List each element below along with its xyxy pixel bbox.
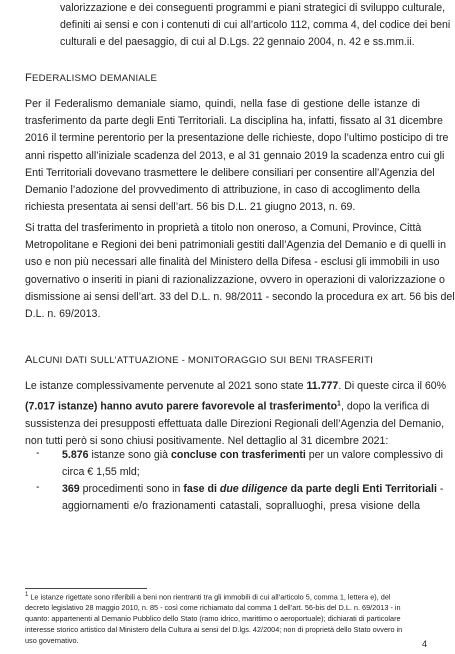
list-item — [62, 481, 444, 515]
footnote-line: decreto legislativo 28 maggio 2010, n. 85 - così come richiamato dal comma 1 dell’art. 56-bis del D.L. n. 69/2013 - in — [25, 603, 401, 613]
text-line: dismissione ai sensi dell’art. 33 del D.L. n. 98/2011 - secondo la procedura ex art. 56 bis del — [25, 290, 455, 303]
text-line: culturali e del paesaggio, di cui al D.Lgs. 22 gennaio 2004, n. 42 e ss.mm.ii. — [60, 36, 415, 49]
text-line: Enti Territoriali dovevano trasmettere le delibere consiliari per consentire all’Agenzia del — [25, 166, 435, 179]
text-line: D.L. n. 69/2013. — [25, 308, 101, 321]
paragraph — [25, 378, 447, 450]
section-heading-dati-attuazione: ALCUNI DATI SULL’ATTUAZIONE - MONITORAGGIO SUI BENI TRASFERITI — [25, 354, 374, 366]
text-line: 369 procedimenti sono in fase di due diligence da parte degli Enti Territoriali - — [62, 483, 444, 495]
text-line: 2016 il termine perentorio per la presentazione delle richieste, dopo l’ultimo posticipo di tre — [25, 132, 449, 145]
page-number: 4 — [421, 639, 427, 649]
text-line: Le istanze complessivamente pervenute al 2021 sono state 11.777. Di queste circa il 60% — [25, 380, 447, 392]
list-item — [62, 447, 443, 481]
text-line: (7.017 istanze) hanno avuto parere favorevole al trasferimento$^1$, dopo la verifica di — [25, 400, 430, 413]
text-line: trasferimento da parte degli Enti Territoriali. La disciplina ha, infatti, fissato al 31 dicembre — [25, 115, 443, 128]
footnote-ref: 1 — [337, 400, 341, 408]
text-line: aggiornamenti e/o frazionamenti catastali, sopralluoghi, presa visione della — [62, 500, 420, 513]
text-line: Demanio l’adozione del provvedimento di attribuzione, in caso di accoglimento della — [25, 184, 420, 197]
footnote-line: uso governativo. — [25, 636, 79, 646]
text-line: anni rispetto all’iniziale scadenza del 2013, e al 31 gennaio 2019 la scadenza entro cui gli — [25, 149, 445, 162]
text-line: governativo o inseriti in piani di razionalizzazione, ovvero in operazioni di valorizzazione o — [25, 273, 445, 286]
text-line: definiti ai sensi e con i contenuti di cui all’articolo 112, comma 4, del codice dei beni — [60, 19, 451, 32]
footnote-line: quanto: appartenenti al Demanio Pubblico dello Stato (ramo idrico, marittimo o aeroportuale); dichiarati di particolare — [25, 614, 401, 624]
text-line: valorizzazione e dei conseguenti programmi e piani strategici di sviluppo culturale, — [60, 2, 446, 14]
text-line: 5.876 istanze sono già concluse con trasferimenti per un valore complessivo di — [62, 449, 443, 461]
bullet-dash: - — [36, 447, 40, 459]
footnote-line: $^1$ Le istanze rigettate sono riferibili a beni non rientranti tra gli immobili di cui all’articolo 5, comma 1, lettera e), del — [25, 592, 391, 602]
text-line: Metropolitane e Regioni dei beni patrimoniali gestiti dall’Agenzia del Demanio e di quelli in — [25, 239, 447, 252]
text-line: Si tratta del trasferimento in proprietà a titolo non oneroso, a Comuni, Province, Città — [25, 222, 422, 234]
text-line: richiesta presentata ai sensi dell’art. 56 bis D.L. 21 giugno 2013, n. 69. — [25, 201, 356, 214]
text-line: non tutti però si sono chiusi positivamente. Nel dettaglio al 31 dicembre 2021: — [25, 435, 389, 448]
footnote — [25, 590, 425, 646]
footnote-number: 1 — [25, 592, 29, 598]
paragraph — [25, 96, 449, 216]
text-line: sussistenza dei presupposti effettuata dalle Direzioni Regionali dell’Agenzia del Demanio, — [25, 417, 445, 430]
footnote-line: interesse storico artistico dal Ministero della Cultura ai sensi del D.lgs. 42/2004; non di proprietà dello Stato ovvero in — [25, 625, 403, 635]
text-line: circa € 1,55 mld; — [62, 466, 140, 479]
footnote-separator — [25, 588, 147, 589]
bullet-dash: - — [36, 481, 40, 493]
total-requests-value: 11.777 — [306, 380, 339, 392]
section-heading-federalismo: FEDERALISMO DEMANIALE — [25, 72, 158, 84]
text-line: Per il Federalismo demaniale siamo, quindi, nella fase di gestione delle istanze di — [25, 98, 420, 110]
text-line: uso e non più necessari alle finalità del Ministero della Difesa - esclusi gli immobili in uso — [25, 256, 440, 269]
intro-paragraph — [60, 0, 451, 52]
paragraph — [25, 220, 455, 323]
